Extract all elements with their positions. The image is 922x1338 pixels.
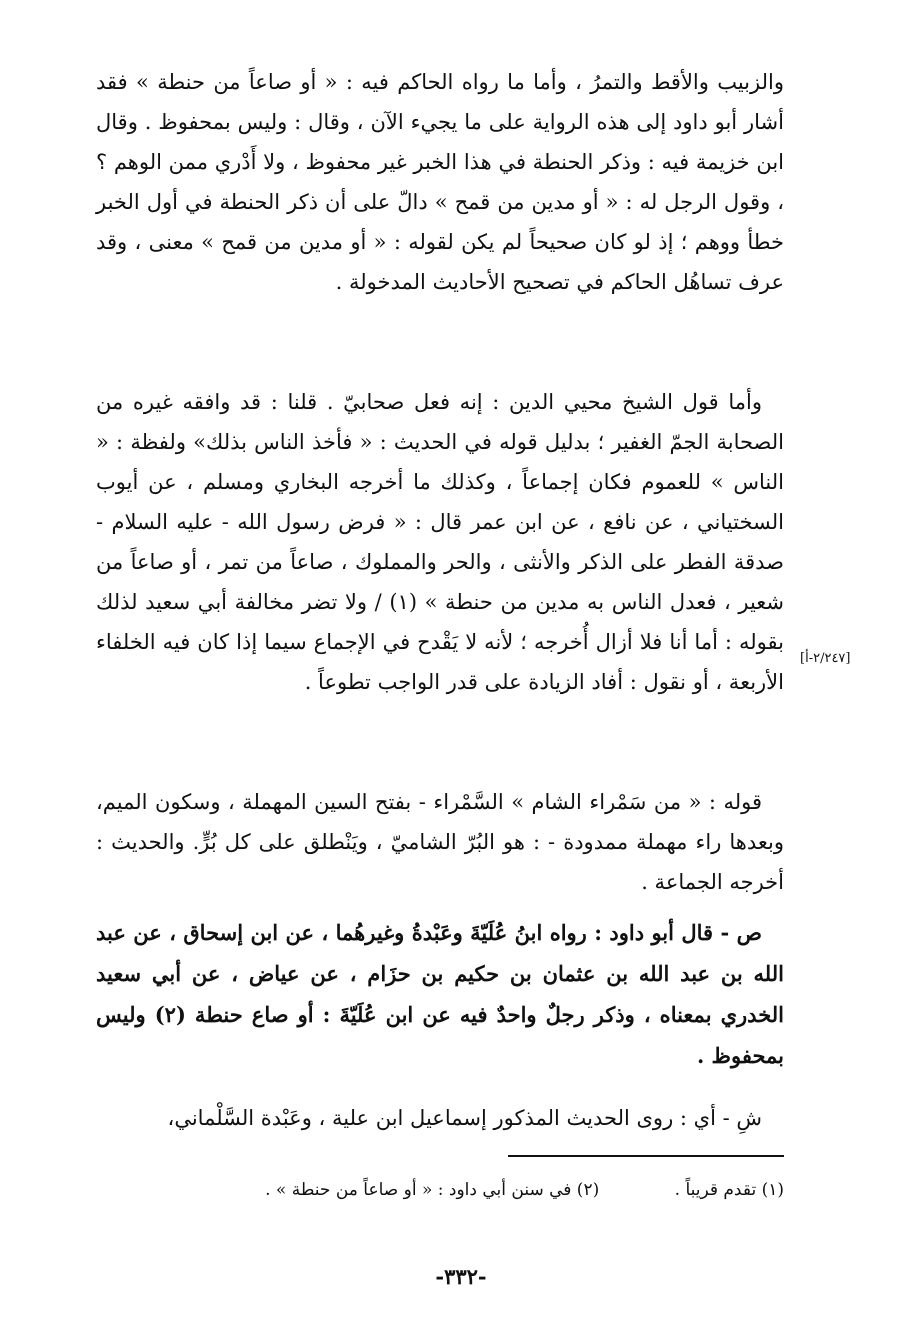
footnotes: [96, 1176, 784, 1204]
footnote-2: (٢) في سنن أبي داود : « أو صاعاً من حنطة » .: [265, 1180, 600, 1200]
footnote-1: (١) تقدم قريباً .: [674, 1180, 784, 1200]
footnote-separator: [508, 1155, 784, 1157]
paragraph-2: وأما قول الشيخ محيي الدين : إنه فعل صحابيّ . قلنا : قد وافقه غيره من الصحابة الجمّ الغفير ؛ بدليل قوله في الحديث : « فأخذ الناس بذلك» ولفظة : « الناس » للعموم فكان إجماعاً ، وكذلك ما أخرجه البخاري ومسلم ، عن أيوب السختياني ، عن نافع ، عن ابن عمر قال : « فرض رسول الله - عليه السلام - صدقة الفطر على الذكر والأنثى ، والحر والمملوك ، صاعاً من تمر ، أو صاعاً من شعير ، فعدل الناس به مدين من حنطة » (١) / ولا تضر مخالفة أبي سعيد لذلك بقوله : أما أنا فلا أزال أُخرجه ؛ لأنه لا يَقْدح في الإجماع سيما إذا كان فيه الخلفاء الأربعة ، أو نقول : أفاد الزيادة على قدر الواجب تطوعاً .: [96, 390, 785, 694]
paragraph-3: قوله : « من سَمْراء الشام » السَّمْراء - بفتح السين المهملة ، وسكون الميم، وبعدها راء مهملة ممدودة - : هو البُرّ الشاميّ ، ويَنْطلق على كل بُرٍّ. والحديث : أخرجه الجماعة .: [96, 790, 784, 894]
paragraph-1: والزبيب والأقط والتمرُ ، وأما ما رواه الحاكم فيه : « أو صاعاً من حنطة » فقد أشار أبو داود إلى هذه الرواية على ما يجيء الآن ، وقال : وليس بمحفوظ . وقال ابن خزيمة فيه : وذكر الحنطة في هذا الخبر غير محفوظ ، ولا أَدْري ممن الوهم ؟ ، وقول الرجل له : « أو مدين من قمح » دالّ على أن ذكر الحنطة في أول الخبر خطأ ووهم ؛ إذ لو كان صحيحاً لم يكن لقوله : « أو مدين من قمح » معنى ، وقد عرف تساهُل الحاكم في تصحيح الأحاديث المدخولة .: [96, 70, 784, 294]
main-text-5: [96, 1098, 784, 1138]
margin-reference: [٢/٢٤٧-أ]: [800, 651, 851, 666]
main-text-4: [96, 912, 784, 1076]
commentary-start: شِ - أي : روى الحديث المذكور إسماعيل ابن علية ، وعَبْدة السَّلْماني،: [167, 1106, 762, 1130]
main-text: [96, 62, 784, 302]
main-text-3: [96, 782, 784, 902]
page-number: -٣٣٢-: [435, 1264, 487, 1289]
main-text-2: [96, 382, 784, 702]
bold-paragraph: ص - قال أبو داود : رواه ابنُ عُلَيّةَ وعَبْدةُ وغيرهُما ، عن ابن إسحاق ، عن عبد الله بن عبد الله بن عثمان بن حكيم بن حزَام ، عن عياض ، عن أبي سعيد الخدري بمعناه ، وذكر رجلٌ واحدٌ فيه عن ابن عُلَيّةَ : أو صاع حنطة (٢) وليس بمحفوظ .: [96, 920, 784, 1068]
